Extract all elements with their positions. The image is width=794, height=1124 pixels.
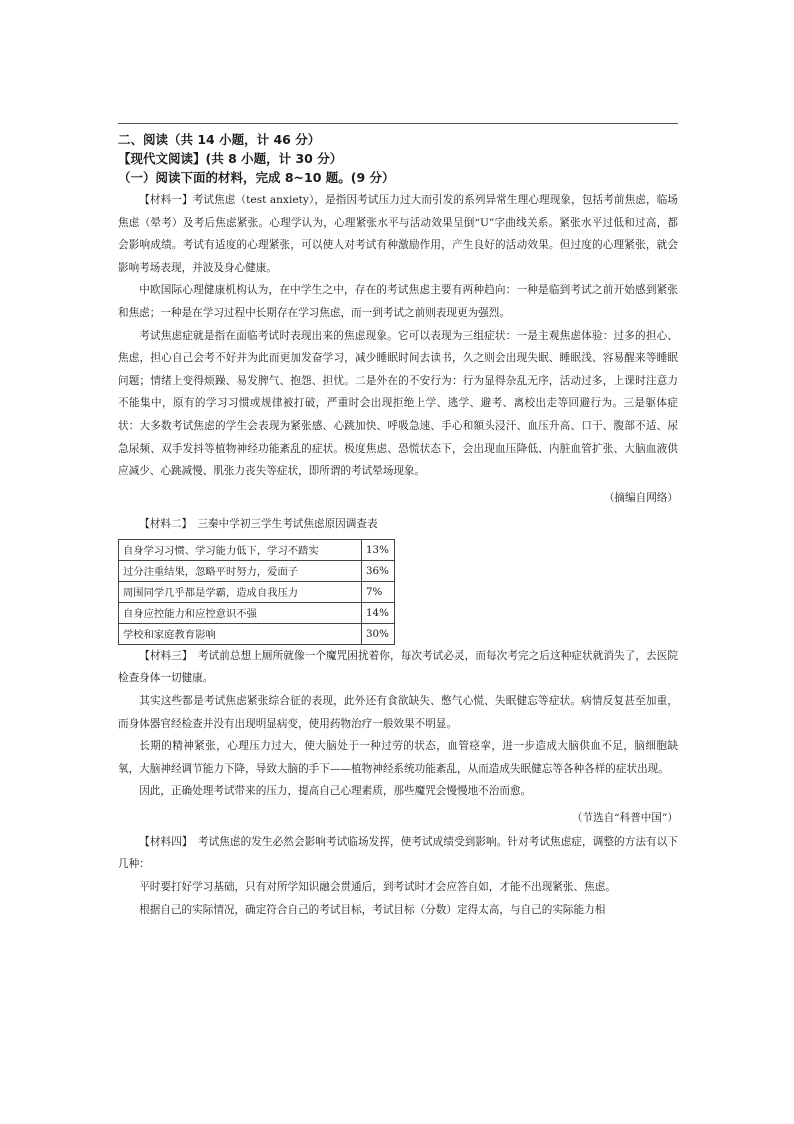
material3-paragraph4: 因此，正确处理考试带来的压力，提高自己心理素质，那些魔咒会慢慢地不治而愈。 xyxy=(139,785,532,798)
table-cell-reason: 自身学习习惯、学习能力低下，学习不踏实 xyxy=(119,539,362,560)
material1-paragraph2: 中欧国际心理健康机构认为，在中学生之中，存在的考试焦虑主要有两种趋向：一种是临到考试之前开始感到紧张和焦虑；一种是在学习过程中长期存在学习焦虑，而一到考试之前则表现更为强烈。 xyxy=(118,284,678,319)
material3-source: （节选自“科普中国”） xyxy=(571,811,678,824)
material4-paragraph1: 【材料四】 考试焦虑的发生必然会影响考试临场发挥，使考试成绩受到影响。针对考试焦虑症，调整的方法有以下几种： xyxy=(118,835,678,871)
table-cell-percent: 30% xyxy=(362,623,395,644)
subsection-heading: 【现代文阅读】(共 8 小题，计 30 分） xyxy=(118,151,343,166)
table-row xyxy=(119,539,395,560)
table-cell-reason: 周围同学几乎都是学霸，造成自我压力 xyxy=(119,581,362,602)
table-row xyxy=(119,623,395,644)
table-cell-percent: 14% xyxy=(362,602,395,623)
table-cell-percent: 13% xyxy=(362,539,395,560)
table-cell-reason: 自身应控能力和应控意识不强 xyxy=(119,602,362,623)
material4-paragraph3: 根据自己的实际情况，确定符合自己的考试目标，考试目标（分数）定得太高，与自己的实际能力相 xyxy=(139,903,606,916)
table-row xyxy=(119,581,395,602)
material3-paragraph3: 长期的精神紧张，心理压力过大，使大脑处于一种过劳的状态，血管痉挛，进一步造成大脑供血不足，脑细胞缺氧，大脑神经调节能力下降，导致大脑的手下——植物神经系统功能紊乱，从而造成失眠健忘等各种各样的症状出现。 xyxy=(118,740,678,775)
exam-page xyxy=(118,130,678,921)
material2-caption: 【材料二】 三秦中学初三学生考试焦虑原因调查表 xyxy=(139,517,378,530)
top-divider xyxy=(118,123,678,124)
material4-paragraph2: 平时要打好学习基础，只有对所学知识融会贯通后，到考试时才会应答自如，才能不出现紧张、焦虑。 xyxy=(139,881,616,894)
table-cell-percent: 7% xyxy=(362,581,395,602)
table-cell-reason: 学校和家庭教育影响 xyxy=(119,623,362,644)
table-row xyxy=(119,560,395,581)
part-heading: （一）阅读下面的材料，完成 8~10 题。(9 分） xyxy=(118,170,395,185)
material1-source: （摘编自网络） xyxy=(603,491,678,504)
survey-table xyxy=(118,539,395,645)
material3-paragraph2: 其实这些都是考试焦虑紧张综合征的表现，此外还有食欲缺失、憋气心慌、失眠健忘等症状。病情反复甚至加重，而身体器官经检查并没有出现明显病变，使用药物治疗一般效果不明显。 xyxy=(118,694,678,730)
material1-paragraph1: 【材料一】考试焦虑（test anxiety），是指因考试压力过大而引发的系列异常生理心理现象，包括考前焦虑，临场焦虑（晕考）及考后焦虑紧张。心理学认为，心理紧张水平与活动效果呈倒“U”字曲线关系。紧张水平过低和过高，都会影响成绩。考试有适度的心理紧张，可以使人对考试有种激励作用，产生良好的活动效果。但过度的心理紧张，就会影响考场表现，并波及身心健康。 xyxy=(118,194,678,274)
section-heading: 二、阅读（共 14 小题，计 46 分） xyxy=(118,132,321,147)
table-row xyxy=(119,602,395,623)
material1-paragraph3: 考试焦虑症就是指在面临考试时表现出来的焦虑现象。它可以表现为三组症状：一是主观焦虑体验：过多的担心、焦虑，担心自己会考不好并为此而更加发奋学习，减少睡眠时间去读书，久之则会出现失眠、睡眠浅、容易醒来等睡眠问题；情绪上变得烦躁、易发脾气、抱怨、担忧。二是外在的不安行为：行为显得杂乱无序，活动过多，上课时注意力不能集中，原有的学习习惯或规律被打破，严重时会出现拒绝上学、逃学、避考、离校出走等回避行为。三是躯体症状：大多数考试焦虑的学生会表现为紧张感、心跳加快、呼吸急速、手心和額头浸汗、血压升高、口干、腹部不适、尿急尿频、双手发抖等植物神经功能紊乱的症状。极度焦虑、恐慌状态下，会出现血压降低、内脏血管扩张、大脑血液供应减少、心跳减慢、肌张力丧失等症状，即所谓的考试晕场现象。 xyxy=(118,329,678,478)
table-cell-percent: 36% xyxy=(362,560,395,581)
material3-paragraph1: 【材料三】 考试前总想上厕所就像一个魔咒困扰着你，每次考试必灵，而每次考完之后这种症状就消失了，去医院检查身体一切健康。 xyxy=(118,649,678,685)
table-cell-reason: 过分注重结果，忽略平时努力，爱面子 xyxy=(119,560,362,581)
